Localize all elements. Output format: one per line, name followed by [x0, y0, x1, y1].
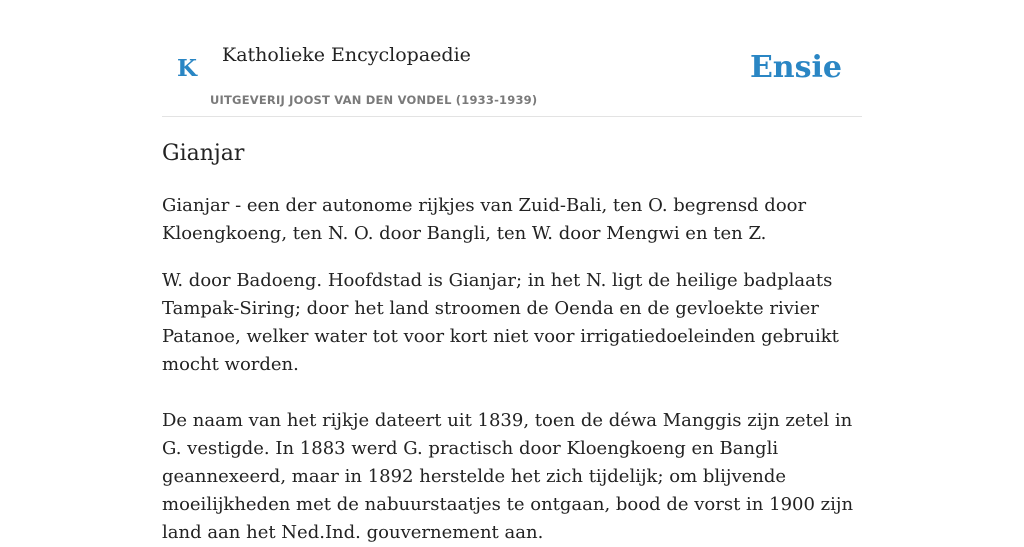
encyclopedia-logo[interactable]: K	[177, 55, 197, 82]
publication-title[interactable]: Katholieke Encyclopaedie	[222, 44, 471, 66]
article-paragraph-2: W. door Badoeng. Hoofdstad is Gianjar; in het N. ligt de heilige badplaats Tampak-Siring; door het land stroomen de Oenda en de gevloekte rivier Patanoe, welker water tot voor kort niet voor irrigatiedoeleinden gebruikt mocht worden.	[162, 270, 839, 375]
article	[162, 138, 862, 547]
publisher-subtitle: UITGEVERIJ JOOST VAN DEN VONDEL (1933-1939)	[210, 93, 538, 107]
article-paragraph-1: Gianjar - een der autonome rijkjes van Zuid-Bali, ten O. begrensd door Kloengkoeng, ten N. O. door Bangli, ten W. door Mengwi en ten Z.	[162, 195, 807, 244]
article-paragraph-3: De naam van het rijkje dateert uit 1839, toen de déwa Manggis zijn zetel in G. vestigde. In 1883 werd G. practisch door Kloengkoeng en Bangli geannexeerd, maar in 1892 herstelde het zich tijdelijk; om blijvende moeilijkheden met de nabuurstaatjes te ontgaan, bood de vorst in 1900 zijn land aan het Ned.Ind. gouvernement aan.	[162, 410, 854, 543]
ensie-brand-logo[interactable]: Ensie	[749, 50, 842, 85]
article-title: Gianjar	[162, 141, 245, 166]
site-header	[162, 0, 862, 117]
